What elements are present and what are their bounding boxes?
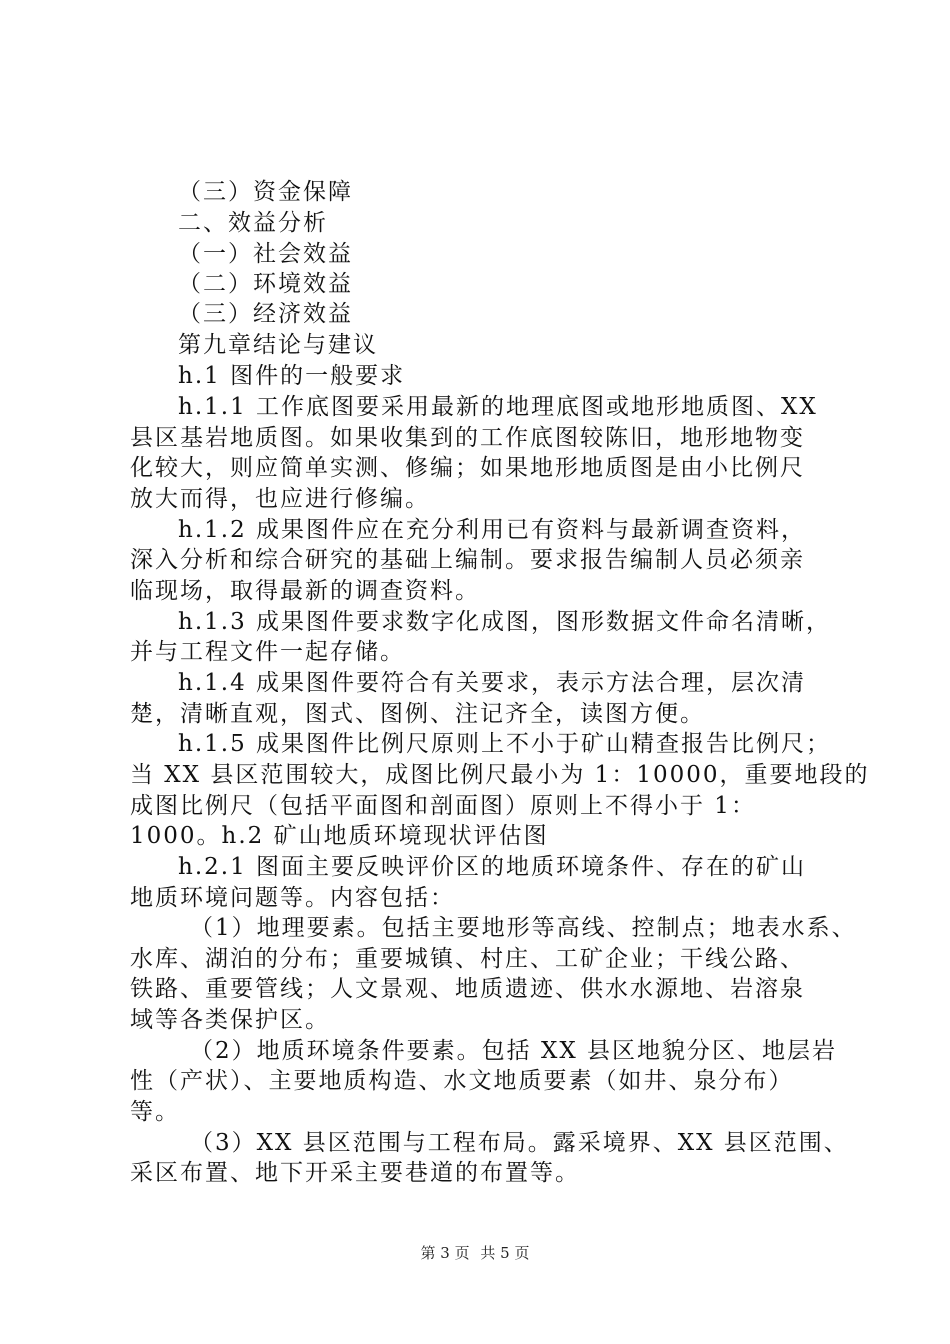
- paragraph-line: 水库、湖泊的分布；重要城镇、村庄、工矿企业；干线公路、: [130, 946, 805, 972]
- paragraph-line: （1）地理要素。包括主要地形等高线、控制点；地表水系、: [190, 915, 857, 941]
- paragraph-line: 成图比例尺（包括平面图和剖面图）原则上不得小于 1：: [130, 793, 756, 819]
- section-heading: h.1 图件的一般要求: [178, 363, 406, 389]
- paragraph-line: h.1.2 成果图件应在充分利用已有资料与最新调查资料，: [178, 517, 807, 543]
- paragraph-line: 化较大，则应简单实测、修编；如果地形地质图是由小比例尺: [130, 455, 805, 481]
- paragraph-line: h.1.4 成果图件要符合有关要求，表示方法合理，层次清: [178, 670, 807, 696]
- outline-item: （三）经济效益: [178, 301, 353, 327]
- outline-item: （二）环境效益: [178, 271, 353, 297]
- paragraph-line: 深入分析和综合研究的基础上编制。要求报告编制人员必须亲: [130, 547, 805, 573]
- paragraph-line: 当 XX 县区范围较大，成图比例尺最小为 1：10000，重要地段的: [130, 762, 870, 788]
- paragraph-line: 放大而得，也应进行修编。: [130, 486, 430, 512]
- paragraph-line: 并与工程文件一起存储。: [130, 639, 405, 665]
- paragraph-line: h.1.1 工作底图要采用最新的地理底图或地形地质图、XX: [178, 394, 818, 420]
- paragraph-line: （2）地质环境条件要素。包括 XX 县区地貌分区、地层岩: [190, 1038, 838, 1064]
- paragraph-line: h.1.5 成果图件比例尺原则上不小于矿山精查报告比例尺；: [178, 731, 832, 757]
- section-heading: 二、效益分析: [178, 210, 328, 236]
- paragraph-line: h.2.1 图面主要反映评价区的地质环境条件、存在的矿山: [178, 854, 807, 880]
- paragraph-line: 采区布置、地下开采主要巷道的布置等。: [130, 1160, 580, 1186]
- paragraph-line: 等。: [130, 1099, 180, 1125]
- outline-item: （三）资金保障: [178, 179, 353, 205]
- paragraph-line: 铁路、重要管线；人文景观、地质遗迹、供水水源地、岩溶泉: [130, 976, 805, 1002]
- paragraph-line: 临现场，取得最新的调查资料。: [130, 578, 480, 604]
- paragraph-line: 1000。h.2 矿山地质环境现状评估图: [130, 823, 549, 849]
- paragraph-line: （3）XX 县区范围与工程布局。露采境界、XX 县区范围、: [190, 1130, 849, 1156]
- paragraph-line: 楚，清晰直观，图式、图例、注记齐全，读图方便。: [130, 701, 705, 727]
- paragraph-line: 性（产状）、主要地质构造、水文地质要素（如井、泉分布）: [130, 1068, 794, 1094]
- page-total: 共 5 页: [480, 1244, 530, 1262]
- page-number: 第 3 页: [420, 1244, 470, 1262]
- paragraph-line: 域等各类保护区。: [130, 1007, 330, 1033]
- paragraph-line: 县区基岩地质图。如果收集到的工作底图较陈旧，地形地物变: [130, 425, 805, 451]
- paragraph-line: 地质环境问题等。内容包括：: [130, 885, 455, 911]
- paragraph-line: h.1.3 成果图件要求数字化成图，图形数据文件命名清晰，: [178, 609, 832, 635]
- chapter-heading: 第九章结论与建议: [178, 332, 378, 358]
- outline-item: （一）社会效益: [178, 241, 353, 267]
- page-footer: [0, 1243, 950, 1263]
